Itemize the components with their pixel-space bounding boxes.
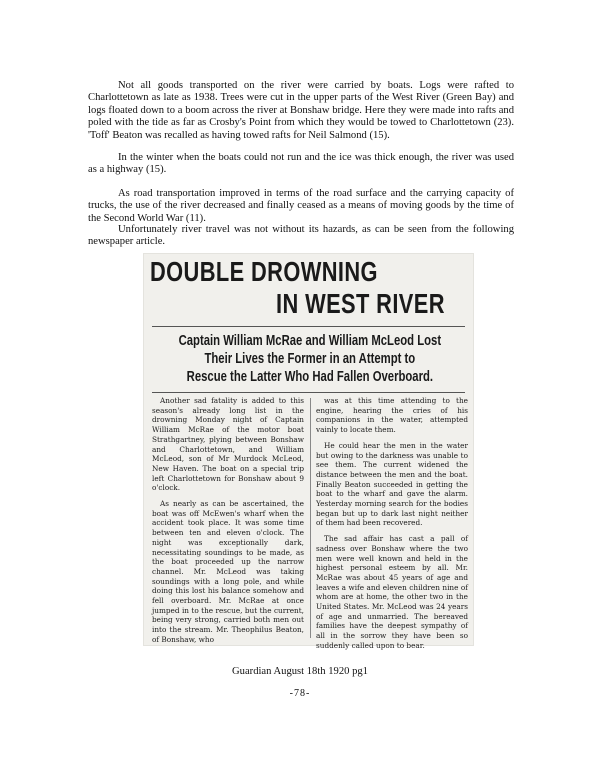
paragraph-winter-highway: [88, 152, 514, 177]
clipping-paragraph: He could hear the men in the water but owing to the darkness was unable to see them. The current widened the distance between the men and the boat. Finally Beaton succeeded in getting the boat to the wharf and gave the alarm. Yesterday morning search for the bodies began but up to dark last night neither of them had been recovered.: [316, 440, 468, 528]
paragraph-text: Unfortunately river travel was not without its hazards, as can be seen from the following newspaper article.: [88, 224, 514, 248]
paragraph-log-rafting: [88, 80, 514, 142]
clipping-column-right: [316, 396, 468, 650]
clipping-paragraph: Another sad fatality is added to this season's already long list in the drowning Monday night of Captain William McRae of the motor boat Strathgartney, plying between Bonshaw and Charlottetown, and William McLeod, son of Mr Murdock McLeod, New Haven. The boat on a special trip left Charlottetown for Bonshaw about 9 o'clock.: [152, 396, 304, 493]
paragraph-text: In the winter when the boats could not run and the ice was thick enough, the river was used as a highway (15).: [88, 152, 514, 176]
clipping-paragraph: As nearly as can be ascertained, the boat was off McEwen's wharf when the accident took place. It was some time between ten and eleven o'clock. The night was exceptionally dark, necessitating soundings to be made, as the boat proceeded up the narrow channel. Mr. McLeod was taking soundings with a long pole, and while doing this lost his balance somehow and fell overboard. Mr. McRae at once jumped in to the rescue, but the current, being very strong, carried both men out into the stream. Mr. Theophilus Beaton, of Bonshaw, who: [152, 499, 304, 644]
paragraph-hazards-intro: [88, 224, 514, 249]
clipping-paragraph: The sad affair has cast a pall of sadness over Bonshaw where the two men were well known and held in the highest personal esteem by all. Mr. McRae was about 45 years of age and leaves a wife and eleven children nine of whom are at home, the other two in the United States. Mr. McLeod was 24 years of age and unmarried. The bereaved families have the deepest sympathy of all in the sorrow they have been so suddenly called upon to bear.: [316, 534, 468, 650]
paragraph-text: Not all goods transported on the river were carried by boats. Logs were rafted to Charlottetown as late as 1938. Trees were cut in the upper parts of the West River (Green Bay) and logs floated down to a boom across the river at Bonshaw bridge. Here they were made into rafts and poled with the tide as far as Crosby's Point from which they would be towed to Charlottetown (23). 'Toff' Beaton was recalled as having towed rafts for Neil Salmond (15).: [88, 80, 514, 141]
clipping-caption: Guardian August 18th 1920 pg1: [232, 666, 368, 677]
clipping-column-left: [152, 396, 304, 642]
paragraph-road-transport: [88, 188, 514, 225]
clipping-headline-line2: IN WEST RIVER: [276, 288, 445, 319]
clipping-headline-line1: DOUBLE DROWNING: [150, 256, 378, 287]
clipping-divider: [152, 392, 465, 393]
clipping-deck-line1: Captain William McRae and William McLeod Lost: [178, 333, 442, 349]
paragraph-text: As road transportation improved in terms of the road surface and the carrying capacity of trucks, the use of the river decreased and finally ceased as a means of moving goods by the time of the Second World War (11).: [88, 188, 514, 224]
clipping-paragraph: was at this time attending to the engine, hearing the cries of his companions in the water, attempted vainly to locate them.: [316, 396, 468, 435]
newspaper-clipping: [143, 253, 474, 650]
column-divider: [310, 398, 311, 638]
clipping-deck-line3: Rescue the Latter Who Had Fallen Overboard.: [186, 369, 434, 385]
page-number: -78-: [289, 688, 311, 699]
clipping-divider: [152, 326, 465, 327]
clipping-deck-line2: Their Lives the Former in an Attempt to: [204, 351, 416, 367]
